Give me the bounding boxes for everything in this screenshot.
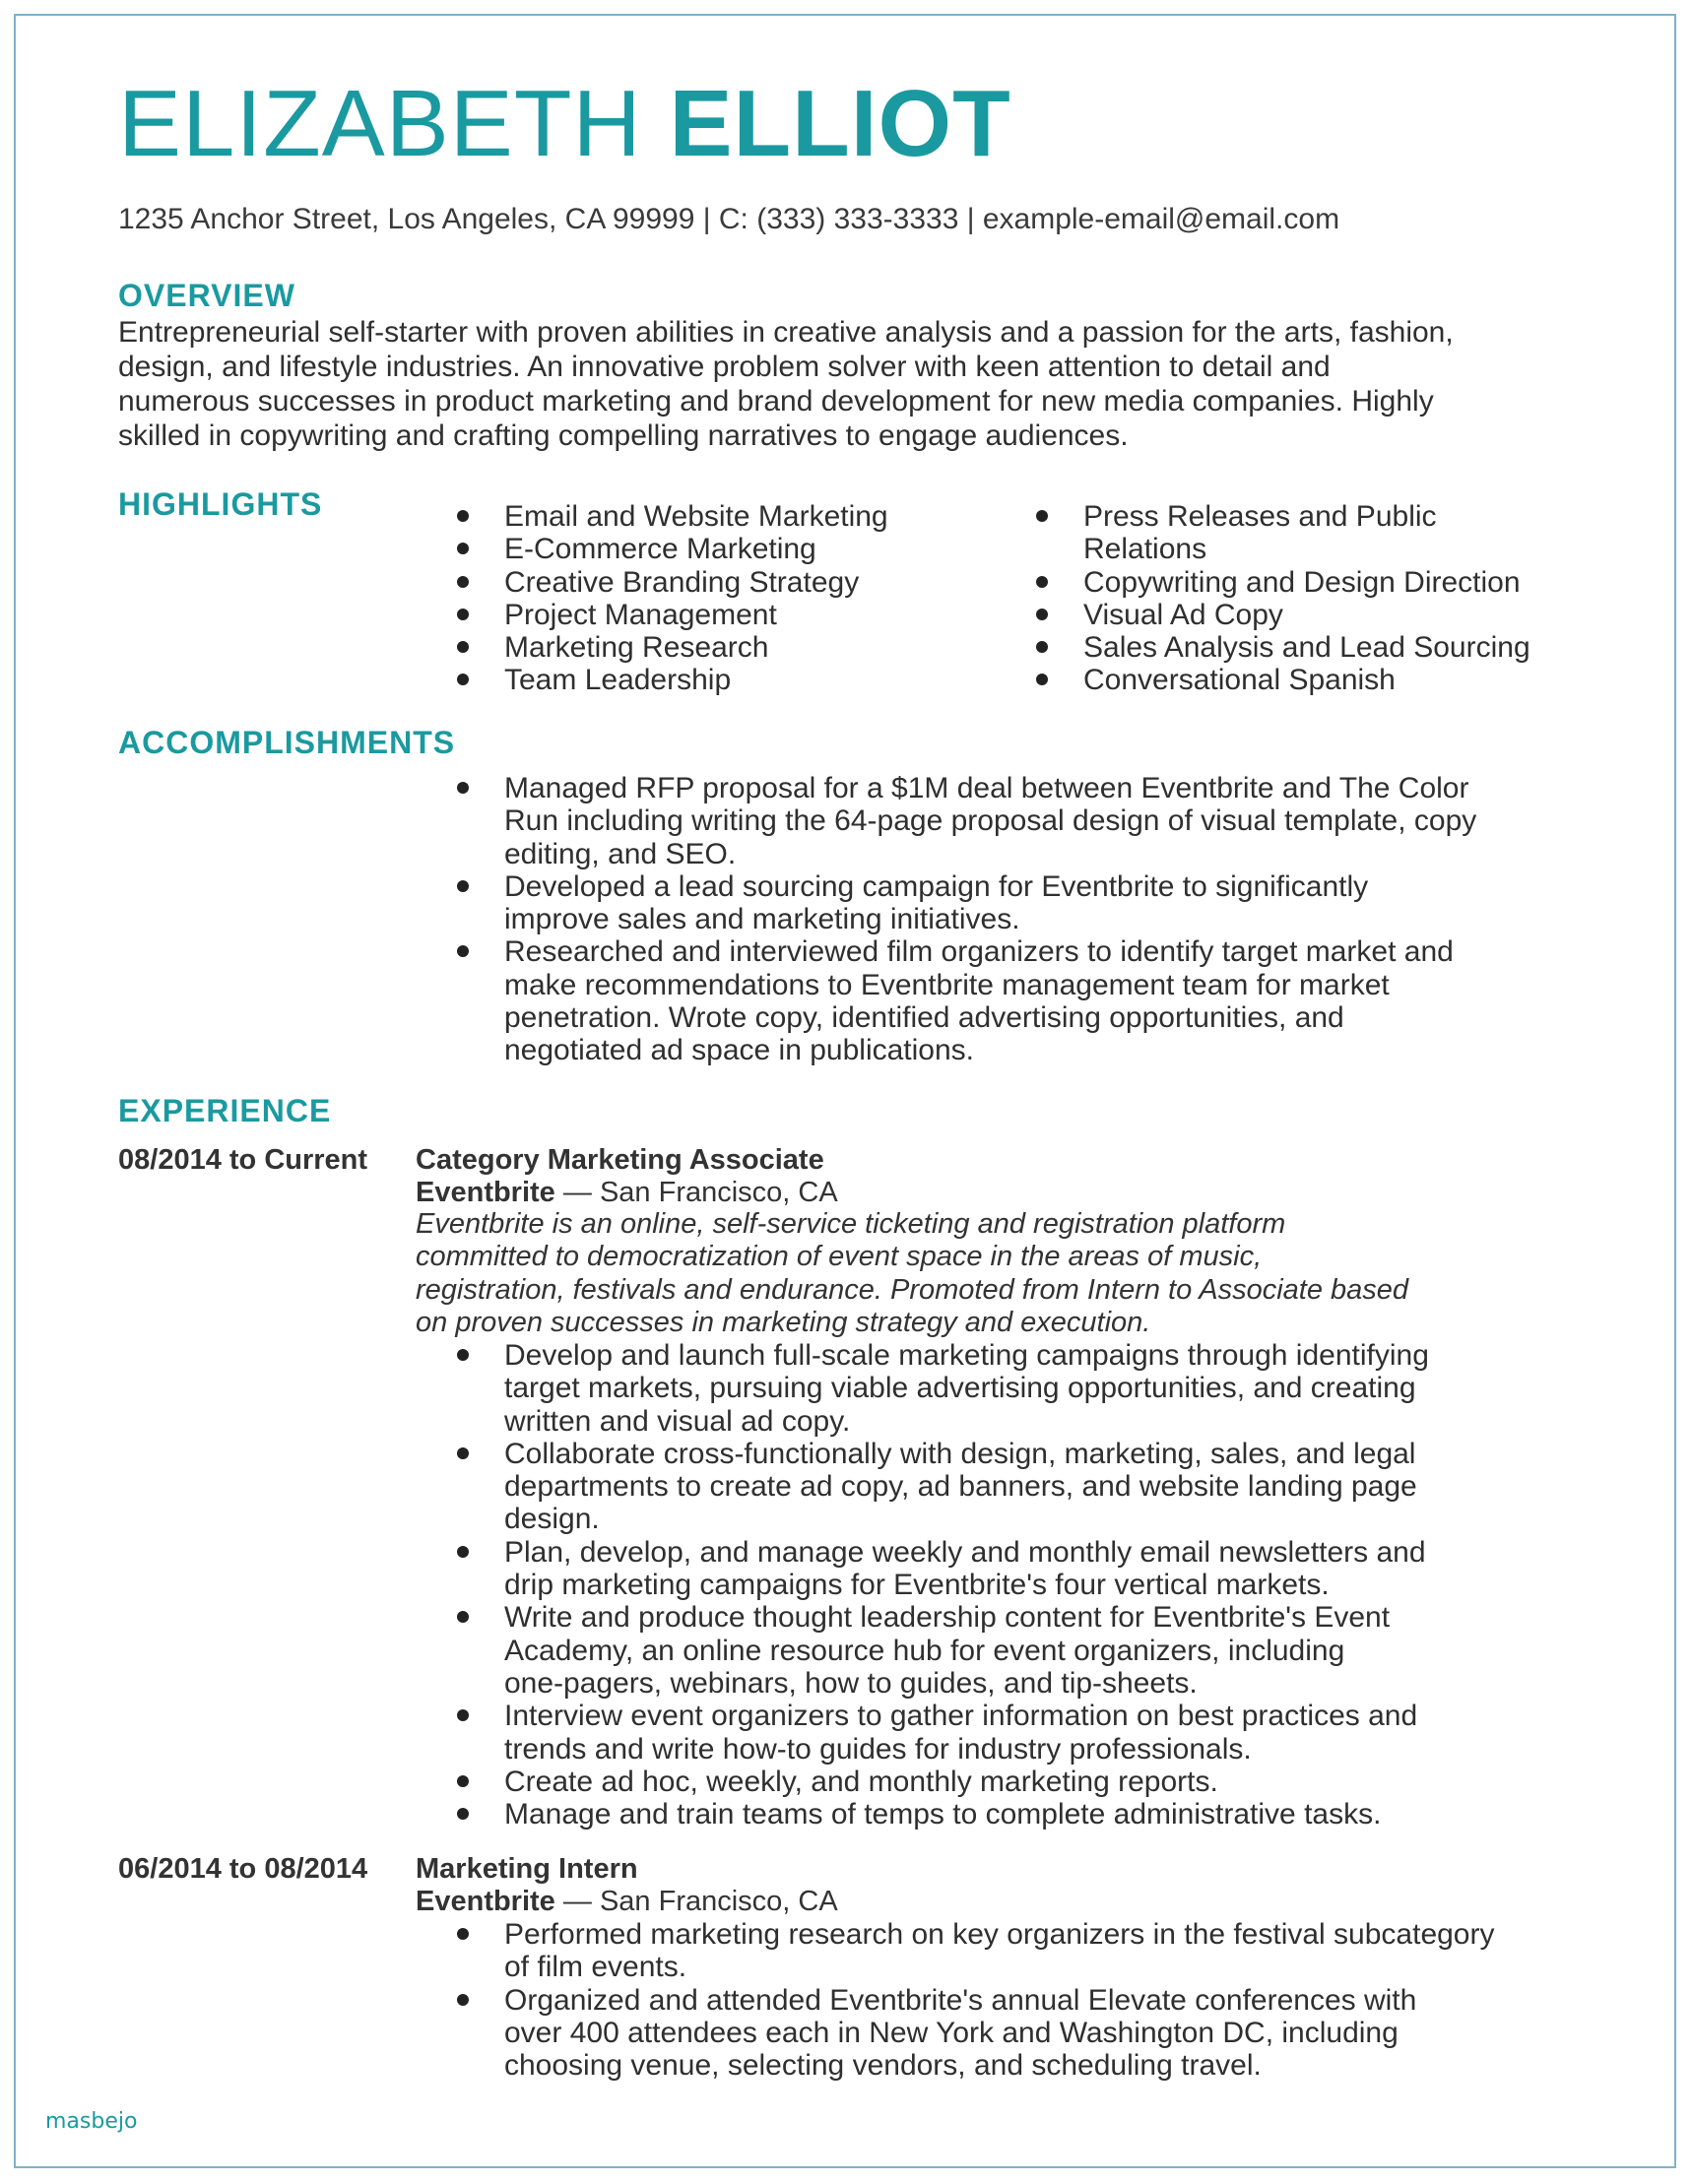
- bullet-icon: [457, 1611, 469, 1623]
- job-company: [416, 1886, 838, 1918]
- list-item: Visual Ad Copy: [1083, 599, 1530, 631]
- bullet-icon: [457, 510, 469, 522]
- experience-heading: EXPERIENCE: [118, 1093, 332, 1128]
- bullet-icon: [1036, 674, 1048, 685]
- list-item: Press Releases and Public Relations: [1083, 500, 1530, 566]
- job-bullets: [504, 1918, 1494, 2082]
- job-company: [416, 1177, 838, 1209]
- bullet-icon: [457, 880, 469, 892]
- list-item: Create ad hoc, weekly, and monthly marketing reports.: [504, 1766, 1429, 1798]
- bullet-icon: [457, 1546, 469, 1558]
- accomplishments-heading: ACCOMPLISHMENTS: [118, 725, 456, 760]
- bullet-icon: [1036, 609, 1048, 620]
- bullet-icon: [457, 576, 469, 588]
- job-dates: 06/2014 to 08/2014: [118, 1853, 368, 1885]
- watermark: masbejo: [45, 2109, 138, 2134]
- bullet-icon: [1036, 510, 1048, 522]
- overview-line: numerous successes in product marketing and brand development for new media companies. Highly: [118, 385, 1434, 418]
- accomplishments-list: [504, 772, 1476, 1067]
- list-item: Plan, develop, and manage weekly and monthly email newsletters and drip marketing campaigns for Eventbrite's four vertical markets.: [504, 1536, 1429, 1602]
- bullet-icon: [457, 1709, 469, 1721]
- job-description: Eventbrite is an online, self-service ticketing and registration platform committed to democratization of event space in the areas of music, registration, festivals and endurance. Promoted from Intern to Associate based on proven successes in marketing strategy and execution.: [416, 1208, 1409, 1338]
- list-item: Team Leadership: [504, 664, 888, 696]
- list-item: Marketing Research: [504, 631, 888, 664]
- bullet-icon: [457, 641, 469, 653]
- bullet-icon: [457, 1349, 469, 1361]
- job-title: Marketing Intern: [416, 1853, 638, 1885]
- overview-line: skilled in copywriting and crafting compelling narratives to engage audiences.: [118, 419, 1129, 452]
- job-title: Category Marketing Associate: [416, 1144, 824, 1176]
- list-item: Project Management: [504, 599, 888, 631]
- list-item: Organized and attended Eventbrite's annual Elevate conferences with over 400 attendees each in New York and Washington DC, including choosing venue, selecting vendors, and scheduling travel.: [504, 1984, 1494, 2083]
- bullet-icon: [457, 609, 469, 620]
- bullet-icon: [457, 543, 469, 554]
- company-location: — San Francisco, CA: [554, 1177, 838, 1208]
- bullet-icon: [457, 1928, 469, 1940]
- list-item: Performed marketing research on key organizers in the festival subcategory of film events.: [504, 1918, 1494, 1984]
- overview-line: Entrepreneurial self-starter with proven abilities in creative analysis and a passion for the arts, fashion,: [118, 316, 1454, 349]
- list-item: Manage and train teams of temps to complete administrative tasks.: [504, 1798, 1429, 1831]
- list-item: Interview event organizers to gather information on best practices and trends and write how-to guides for industry professionals.: [504, 1700, 1429, 1766]
- bullet-icon: [457, 1775, 469, 1787]
- list-item: Developed a lead sourcing campaign for Eventbrite to significantly improve sales and marketing initiatives.: [504, 870, 1476, 936]
- bullet-icon: [457, 674, 469, 685]
- list-item: Creative Branding Strategy: [504, 566, 888, 599]
- contact-line: 1235 Anchor Street, Los Angeles, CA 99999 | C: (333) 333-3333 | example-email@email.com: [118, 203, 1340, 235]
- bullet-icon: [457, 1994, 469, 2006]
- company-location: — San Francisco, CA: [554, 1886, 838, 1917]
- list-item: Managed RFP proposal for a $1M deal between Eventbrite and The Color Run including writing the 64-page proposal design of visual template, copy editing, and SEO.: [504, 772, 1476, 870]
- company-name: Eventbrite: [416, 1177, 555, 1208]
- list-item: Develop and launch full-scale marketing campaigns through identifying target markets, pursuing viable advertising opportunities, and creating written and visual ad copy.: [504, 1339, 1429, 1438]
- overview-text: [118, 315, 1576, 453]
- bullet-icon: [1036, 641, 1048, 653]
- list-item: Collaborate cross-functionally with design, marketing, sales, and legal departments to create ad copy, ad banners, and website landing page design.: [504, 1438, 1429, 1536]
- bullet-icon: [457, 1808, 469, 1820]
- overview-line: design, and lifestyle industries. An innovative problem solver with keen attention to detail and: [118, 351, 1331, 383]
- first-name: ELIZABETH: [118, 71, 642, 176]
- list-item: E-Commerce Marketing: [504, 533, 888, 565]
- company-name: Eventbrite: [416, 1886, 555, 1917]
- list-item: Conversational Spanish: [1083, 664, 1530, 696]
- bullet-icon: [457, 945, 469, 957]
- list-item: Sales Analysis and Lead Sourcing: [1083, 631, 1530, 664]
- list-item: Email and Website Marketing: [504, 500, 888, 533]
- job-dates: 08/2014 to Current: [118, 1144, 368, 1176]
- highlights-heading: HIGHLIGHTS: [118, 486, 323, 522]
- bullet-icon: [457, 1447, 469, 1459]
- highlights-right-list: [1083, 500, 1530, 697]
- job-bullets: [504, 1339, 1429, 1831]
- list-item: Copywriting and Design Direction: [1083, 566, 1530, 599]
- list-item: Researched and interviewed film organizers to identify target market and make recommendations to Eventbrite management team for market penetration. Wrote copy, identified advertising opportunities, and negotiated ad space in publications.: [504, 935, 1476, 1066]
- overview-heading: OVERVIEW: [118, 278, 295, 313]
- candidate-name: [118, 71, 1011, 176]
- last-name: ELLIOT: [669, 71, 1011, 176]
- bullet-icon: [457, 782, 469, 794]
- list-item: Write and produce thought leadership content for Eventbrite's Event Academy, an online resource hub for event organizers, including one-pagers, webinars, how to guides, and tip-sheets.: [504, 1601, 1429, 1700]
- bullet-icon: [1036, 576, 1048, 588]
- highlights-left-list: [504, 500, 888, 697]
